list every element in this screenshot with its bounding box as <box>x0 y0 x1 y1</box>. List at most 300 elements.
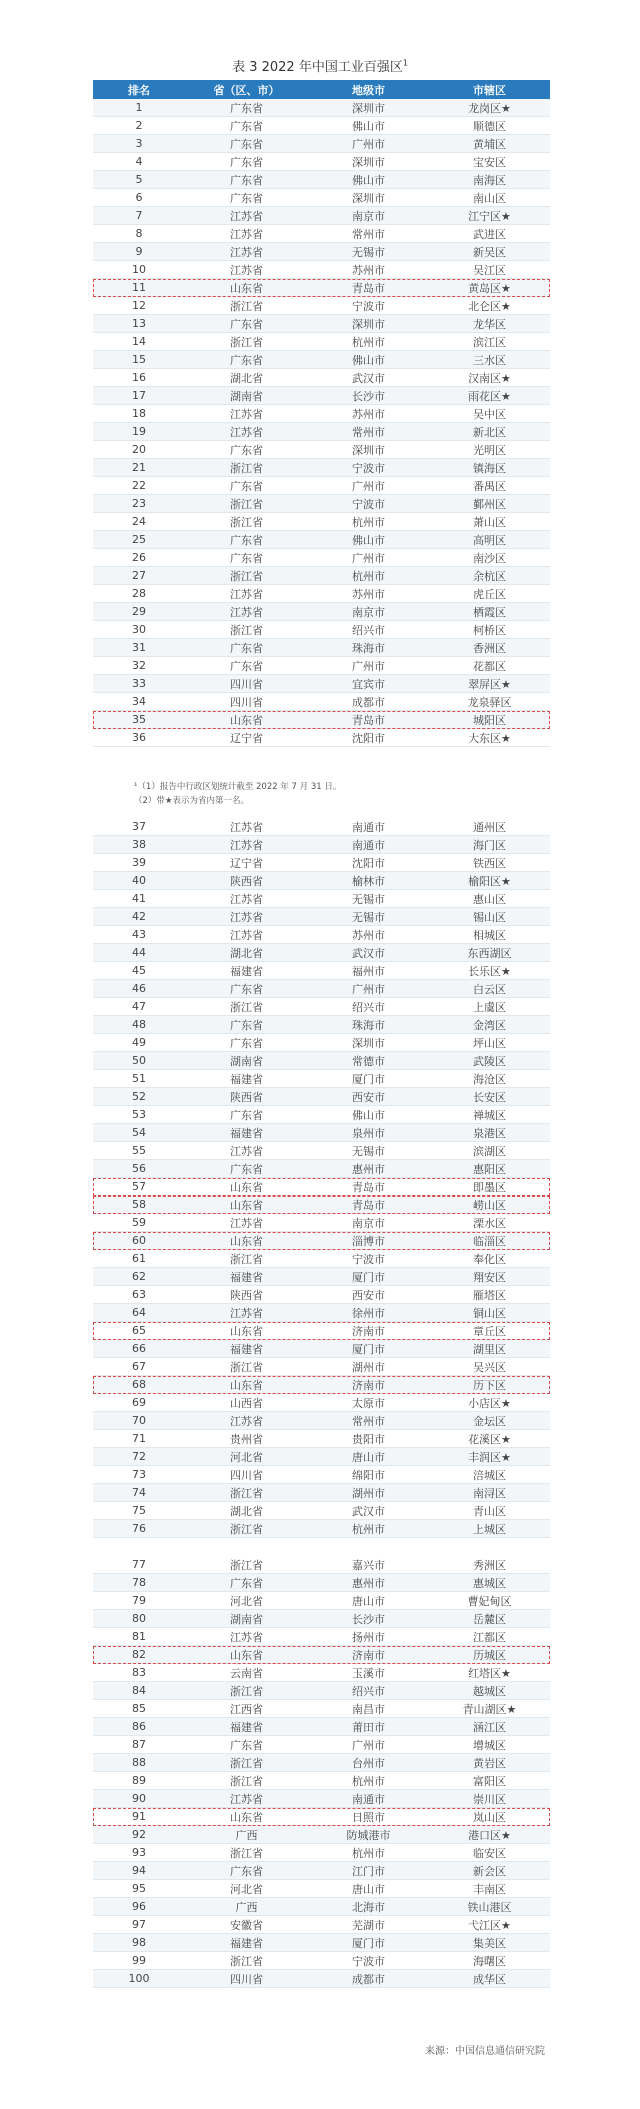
table-cell: 四川省 <box>230 695 263 709</box>
header-cell: 市辖区 <box>473 83 506 97</box>
table-row <box>93 1124 550 1142</box>
table-cell: 3 <box>135 137 143 150</box>
table-cell: 6 <box>135 191 143 204</box>
table-cell: 42 <box>132 910 146 923</box>
table-row <box>93 477 550 495</box>
table-row <box>93 1664 550 1682</box>
table-cell: 11 <box>132 281 146 294</box>
table-row <box>93 1412 550 1430</box>
table-row <box>93 872 550 890</box>
table-row <box>93 1430 550 1448</box>
table-cell: 绍兴市 <box>352 1000 385 1014</box>
table-cell: 浙江省 <box>230 1522 263 1536</box>
table-row <box>93 1304 550 1322</box>
table-cell: 浙江省 <box>230 1000 263 1014</box>
table-cell: 吴江区 <box>473 263 506 277</box>
table-cell: 19 <box>132 425 146 438</box>
table-cell: 无锡市 <box>352 892 385 906</box>
table-cell: 雨花区★ <box>468 389 511 403</box>
table-cell: 南京市 <box>352 209 385 223</box>
table-cell: 玉溪市 <box>352 1666 385 1680</box>
table-cell: 31 <box>132 641 146 654</box>
table-cell: 即墨区 <box>473 1180 506 1194</box>
table-cell: 绍兴市 <box>352 1684 385 1698</box>
table-cell: 34 <box>132 695 146 708</box>
table-cell: 32 <box>132 659 146 672</box>
table-cell: 长沙市 <box>352 1612 385 1626</box>
table-cell: 29 <box>132 605 146 618</box>
table-row <box>93 225 550 243</box>
table-row <box>93 1340 550 1358</box>
table-cell: 青岛市 <box>352 281 385 295</box>
table-cell: 浙江省 <box>230 335 263 349</box>
table-cell: 江西省 <box>230 1702 263 1716</box>
table-row <box>93 1790 550 1808</box>
table-cell: 湖北省 <box>230 946 263 960</box>
table-cell: 杭州市 <box>352 335 385 349</box>
table-cell: 福州市 <box>352 964 385 978</box>
table-cell: 泉州市 <box>352 1126 385 1140</box>
table-cell: 榆林市 <box>352 874 385 888</box>
table-row <box>93 189 550 207</box>
table-cell: 榆阳区★ <box>468 874 511 888</box>
table-cell: 金湾区 <box>473 1018 506 1032</box>
table-cell: 惠州市 <box>352 1162 385 1176</box>
table-cell: 城阳区 <box>473 713 506 727</box>
table-cell: 南昌市 <box>352 1702 385 1716</box>
table-cell: 南沙区 <box>473 551 506 565</box>
table-cell: 49 <box>132 1036 146 1049</box>
table-cell: 35 <box>132 713 146 726</box>
table-cell: 杭州市 <box>352 569 385 583</box>
table-row <box>93 1736 550 1754</box>
table-title: 表 3 2022 年中国工业百强区$^1$ <box>232 58 408 75</box>
table-cell: 大东区★ <box>468 731 511 745</box>
table-row <box>93 890 550 908</box>
table-cell: 山东省 <box>230 1810 263 1824</box>
table-cell: 翠屏区★ <box>468 677 511 691</box>
table-row <box>93 351 550 369</box>
table-cell: 南京市 <box>352 605 385 619</box>
table-cell: 佛山市 <box>352 533 385 547</box>
table-row <box>93 1448 550 1466</box>
table-part-1 <box>93 80 550 747</box>
table-cell: 广东省 <box>230 1738 263 1752</box>
table-cell: 常州市 <box>352 227 385 241</box>
table-cell: 浙江省 <box>230 1756 263 1770</box>
table-cell: 广东省 <box>230 1018 263 1032</box>
table-row <box>93 1376 550 1394</box>
table-cell: 台州市 <box>352 1756 385 1770</box>
table-cell: 广州市 <box>352 659 385 673</box>
table-cell: 厦门市 <box>352 1342 385 1356</box>
table-cell: 广州市 <box>352 982 385 996</box>
table-row <box>93 1016 550 1034</box>
table-cell: 75 <box>132 1504 146 1517</box>
table-cell: 广东省 <box>230 1036 263 1050</box>
table-cell: 47 <box>132 1000 146 1013</box>
table-cell: 唐山市 <box>352 1450 385 1464</box>
table-cell: 78 <box>132 1576 146 1589</box>
table-cell: 苏州市 <box>352 928 385 942</box>
table-cell: 91 <box>132 1810 146 1823</box>
table-cell: 小店区★ <box>468 1396 511 1410</box>
table-cell: 顺德区 <box>473 119 506 133</box>
table-cell: 湖南省 <box>230 1054 263 1068</box>
table-row <box>93 711 550 729</box>
table-cell: 39 <box>132 856 146 869</box>
table-cell: 18 <box>132 407 146 420</box>
table-cell: 21 <box>132 461 146 474</box>
table-row <box>93 1232 550 1250</box>
table-cell: 62 <box>132 1270 146 1283</box>
table-cell: 46 <box>132 982 146 995</box>
table-cell: 虎丘区 <box>473 587 506 601</box>
table-cell: 成都市 <box>352 1972 385 1986</box>
table-cell: 福建省 <box>230 1720 263 1734</box>
table-cell: 50 <box>132 1054 146 1067</box>
table-cell: 雁塔区 <box>473 1288 506 1302</box>
table-row <box>93 297 550 315</box>
table-cell: 佛山市 <box>352 119 385 133</box>
table-cell: 广东省 <box>230 317 263 331</box>
table-cell: 浙江省 <box>230 1486 263 1500</box>
table-cell: 增城区 <box>473 1738 506 1752</box>
table-cell: 福建省 <box>230 1270 263 1284</box>
table-cell: 滨江区 <box>473 335 506 349</box>
table-cell: 41 <box>132 892 146 905</box>
table-cell: 宁波市 <box>352 1252 385 1266</box>
table-cell: 37 <box>132 820 146 833</box>
table-row <box>93 423 550 441</box>
table-row <box>93 1880 550 1898</box>
table-cell: 宜宾市 <box>352 677 385 691</box>
table-cell: 铜山区 <box>473 1306 506 1320</box>
table-cell: 杭州市 <box>352 515 385 529</box>
table-row <box>93 1106 550 1124</box>
table-row <box>93 962 550 980</box>
table-cell: 98 <box>132 1936 146 1949</box>
table-cell: 江宁区★ <box>468 209 511 223</box>
table-cell: 山西省 <box>230 1396 263 1410</box>
table-cell: 福建省 <box>230 1126 263 1140</box>
table-row <box>93 639 550 657</box>
table-cell: 福建省 <box>230 1342 263 1356</box>
table-cell: 长安区 <box>473 1090 506 1104</box>
table-cell: 集美区 <box>473 1936 506 1950</box>
table-row <box>93 1700 550 1718</box>
table-row <box>93 854 550 872</box>
table-cell: 浙江省 <box>230 1360 263 1374</box>
table-cell: 河北省 <box>230 1882 263 1896</box>
table-cell: 杭州市 <box>352 1846 385 1860</box>
table-cell: 江苏省 <box>230 227 263 241</box>
table-cell: 浙江省 <box>230 461 263 475</box>
table-cell: 铁山港区 <box>467 1900 512 1914</box>
table-cell: 5 <box>135 173 143 186</box>
footnotes <box>134 780 341 808</box>
table-cell: 86 <box>132 1720 146 1733</box>
table-cell: 44 <box>132 946 146 959</box>
table-cell: 7 <box>135 209 143 222</box>
table-cell: 89 <box>132 1774 146 1787</box>
table-row <box>93 531 550 549</box>
table-cell: 66 <box>132 1342 146 1355</box>
table-cell: 山东省 <box>230 1324 263 1338</box>
table-cell: 湖州市 <box>352 1486 385 1500</box>
table-row <box>93 657 550 675</box>
table-cell: 嘉兴市 <box>352 1558 385 1572</box>
table-cell: 94 <box>132 1864 146 1877</box>
table-cell: 南山区 <box>473 191 506 205</box>
table-cell: 81 <box>132 1630 146 1643</box>
table-cell: 花都区 <box>473 659 506 673</box>
table-cell: 长沙市 <box>352 389 385 403</box>
table-cell: 河北省 <box>230 1450 263 1464</box>
table-row <box>93 729 550 747</box>
table-cell: 96 <box>132 1900 146 1913</box>
table-cell: 历下区 <box>473 1378 506 1392</box>
table-cell: 厦门市 <box>352 1936 385 1950</box>
table-cell: 黄岛区★ <box>468 281 511 295</box>
table-cell: 余杭区 <box>473 569 506 583</box>
table-cell: 汉南区★ <box>468 371 511 385</box>
table-cell: 泉港区 <box>473 1126 506 1140</box>
table-cell: 江苏省 <box>230 1144 263 1158</box>
table-cell: 扬州市 <box>352 1630 385 1644</box>
table-cell: 77 <box>132 1558 146 1571</box>
table-row <box>93 1196 550 1214</box>
table-cell: 山东省 <box>230 713 263 727</box>
table-cell: 唐山市 <box>352 1882 385 1896</box>
table-cell: 番禺区 <box>473 479 506 493</box>
table-cell: 79 <box>132 1594 146 1607</box>
table-cell: 杭州市 <box>352 1522 385 1536</box>
table-cell: 广东省 <box>230 443 263 457</box>
table-cell: 68 <box>132 1378 146 1391</box>
table-row <box>93 1970 550 1988</box>
table-cell: 淄博市 <box>352 1234 385 1248</box>
table-row <box>93 1718 550 1736</box>
table-cell: 宝安区 <box>473 155 506 169</box>
table-header <box>93 80 550 99</box>
table-cell: 南浔区 <box>473 1486 506 1500</box>
table-row <box>93 405 550 423</box>
table-cell: 红塔区★ <box>468 1666 511 1680</box>
table-cell: 广西 <box>235 1900 258 1914</box>
table-cell: 宁波市 <box>352 461 385 475</box>
table-cell: 辽宁省 <box>230 856 263 870</box>
table-cell: 无锡市 <box>352 1144 385 1158</box>
table-cell: 江苏省 <box>230 605 263 619</box>
table-cell: 花溪区★ <box>468 1432 511 1446</box>
table-cell: 9 <box>135 245 143 258</box>
table-cell: 10 <box>132 263 146 276</box>
table-cell: 广东省 <box>230 1864 263 1878</box>
table-cell: 成都市 <box>352 695 385 709</box>
table-cell: 80 <box>132 1612 146 1625</box>
header-cell: 地级市 <box>352 83 385 97</box>
table-cell: 青岛市 <box>352 713 385 727</box>
table-cell: 黄岩区 <box>473 1756 506 1770</box>
table-cell: 青山区 <box>473 1504 506 1518</box>
table-cell: 湖南省 <box>230 389 263 403</box>
table-cell: 奉化区 <box>473 1252 506 1266</box>
table-cell: 金坛区 <box>473 1414 506 1428</box>
table-row <box>93 1808 550 1826</box>
table-cell: 71 <box>132 1432 146 1445</box>
table-cell: 广东省 <box>230 1576 263 1590</box>
table-row <box>93 1358 550 1376</box>
table-cell: 海曙区 <box>473 1954 506 1968</box>
table-row <box>93 207 550 225</box>
table-cell: 61 <box>132 1252 146 1265</box>
table-cell: 广东省 <box>230 191 263 205</box>
table-row <box>93 603 550 621</box>
table-cell: 93 <box>132 1846 146 1859</box>
table-cell: 江苏省 <box>230 1414 263 1428</box>
table-cell: 三水区 <box>473 353 506 367</box>
table-cell: 历城区 <box>473 1648 506 1662</box>
table-cell: 崂山区 <box>473 1198 506 1212</box>
table-cell: 2 <box>135 119 143 132</box>
table-cell: 深圳市 <box>352 1036 385 1050</box>
table-cell: 四川省 <box>230 677 263 691</box>
table-cell: 广东省 <box>230 173 263 187</box>
table-cell: 浙江省 <box>230 1774 263 1788</box>
table-row <box>93 1250 550 1268</box>
table-cell: 江苏省 <box>230 1792 263 1806</box>
table-cell: 山东省 <box>230 1648 263 1662</box>
table-cell: 15 <box>132 353 146 366</box>
table-cell: 福建省 <box>230 1072 263 1086</box>
table-cell: 22 <box>132 479 146 492</box>
table-cell: 60 <box>132 1234 146 1247</box>
table-cell: 莆田市 <box>352 1720 385 1734</box>
table-cell: 龙华区 <box>473 317 506 331</box>
table-cell: 崇川区 <box>473 1792 506 1806</box>
table-row <box>93 585 550 603</box>
table-row <box>93 1754 550 1772</box>
table-cell: 翔安区 <box>473 1270 506 1284</box>
table-cell: 吴中区 <box>473 407 506 421</box>
table-row <box>93 1952 550 1970</box>
table-cell: 广东省 <box>230 137 263 151</box>
table-cell: 惠阳区 <box>473 1162 506 1176</box>
table-cell: 74 <box>132 1486 146 1499</box>
table-cell: 济南市 <box>352 1378 385 1392</box>
table-cell: 陕西省 <box>230 1090 263 1104</box>
table-cell: 光明区 <box>473 443 506 457</box>
table-cell: 新会区 <box>473 1864 506 1878</box>
table-cell: 栖霞区 <box>473 605 506 619</box>
table-cell: 苏州市 <box>352 407 385 421</box>
table-cell: 82 <box>132 1648 146 1661</box>
table-cell: 厦门市 <box>352 1270 385 1284</box>
table-cell: 浙江省 <box>230 1252 263 1266</box>
table-part-3 <box>93 1556 550 1988</box>
table-cell: 浙江省 <box>230 299 263 313</box>
table-cell: 64 <box>132 1306 146 1319</box>
table-cell: 江门市 <box>352 1864 385 1878</box>
table-cell: 广州市 <box>352 1738 385 1752</box>
table-cell: 江苏省 <box>230 892 263 906</box>
table-row <box>93 1088 550 1106</box>
table-row <box>93 1142 550 1160</box>
table-cell: 深圳市 <box>352 155 385 169</box>
table-cell: 广东省 <box>230 119 263 133</box>
table-row <box>93 1574 550 1592</box>
table-cell: 28 <box>132 587 146 600</box>
table-row <box>93 387 550 405</box>
table-cell: 长乐区★ <box>468 964 511 978</box>
table-cell: 宁波市 <box>352 1954 385 1968</box>
table-cell: 江苏省 <box>230 838 263 852</box>
table-cell: 沈阳市 <box>352 856 385 870</box>
table-cell: 100 <box>128 1972 150 1985</box>
table-cell: 铁西区 <box>473 856 506 870</box>
table-cell: 宁波市 <box>352 497 385 511</box>
table-cell: 55 <box>132 1144 146 1157</box>
table-cell: 广州市 <box>352 479 385 493</box>
table-cell: 四川省 <box>230 1468 263 1482</box>
table-cell: 56 <box>132 1162 146 1175</box>
table-cell: 港口区★ <box>468 1828 511 1842</box>
table-cell: 秀洲区 <box>473 1558 506 1572</box>
table-cell: 4 <box>135 155 143 168</box>
table-row <box>93 1160 550 1178</box>
table-cell: 佛山市 <box>352 1108 385 1122</box>
table-cell: 海沧区 <box>473 1072 506 1086</box>
table-cell: 浙江省 <box>230 1558 263 1572</box>
table-cell: 江苏省 <box>230 820 263 834</box>
table-cell: 95 <box>132 1882 146 1895</box>
table-cell: 辽宁省 <box>230 731 263 745</box>
table-cell: 贵州省 <box>230 1432 263 1446</box>
table-cell: 宁波市 <box>352 299 385 313</box>
table-row <box>93 1286 550 1304</box>
table-cell: 24 <box>132 515 146 528</box>
table-row <box>93 1682 550 1700</box>
table-row <box>93 998 550 1016</box>
table-cell: 8 <box>135 227 143 240</box>
table-cell: 江苏省 <box>230 209 263 223</box>
table-row <box>93 135 550 153</box>
header-cell: 排名 <box>128 83 150 97</box>
table-cell: 涵江区 <box>473 1720 506 1734</box>
table-cell: 常德市 <box>352 1054 385 1068</box>
table-cell: 33 <box>132 677 146 690</box>
table-cell: 69 <box>132 1396 146 1409</box>
table-cell: 江苏省 <box>230 928 263 942</box>
table-cell: 四川省 <box>230 1972 263 1986</box>
table-row <box>93 1916 550 1934</box>
table-cell: 上城区 <box>473 1522 506 1536</box>
table-row <box>93 1934 550 1952</box>
footnote-2: （2）带★表示为省内第一名。 <box>134 796 250 806</box>
table-cell: 90 <box>132 1792 146 1805</box>
table-cell: 山东省 <box>230 1378 263 1392</box>
table-cell: 广东省 <box>230 353 263 367</box>
table-row <box>93 549 550 567</box>
table-cell: 禅城区 <box>473 1108 506 1122</box>
table-cell: 12 <box>132 299 146 312</box>
table-row <box>93 675 550 693</box>
table-cell: 38 <box>132 838 146 851</box>
table-cell: 武汉市 <box>352 1504 385 1518</box>
table-cell: 涪城区 <box>473 1468 506 1482</box>
table-cell: 广东省 <box>230 982 263 996</box>
